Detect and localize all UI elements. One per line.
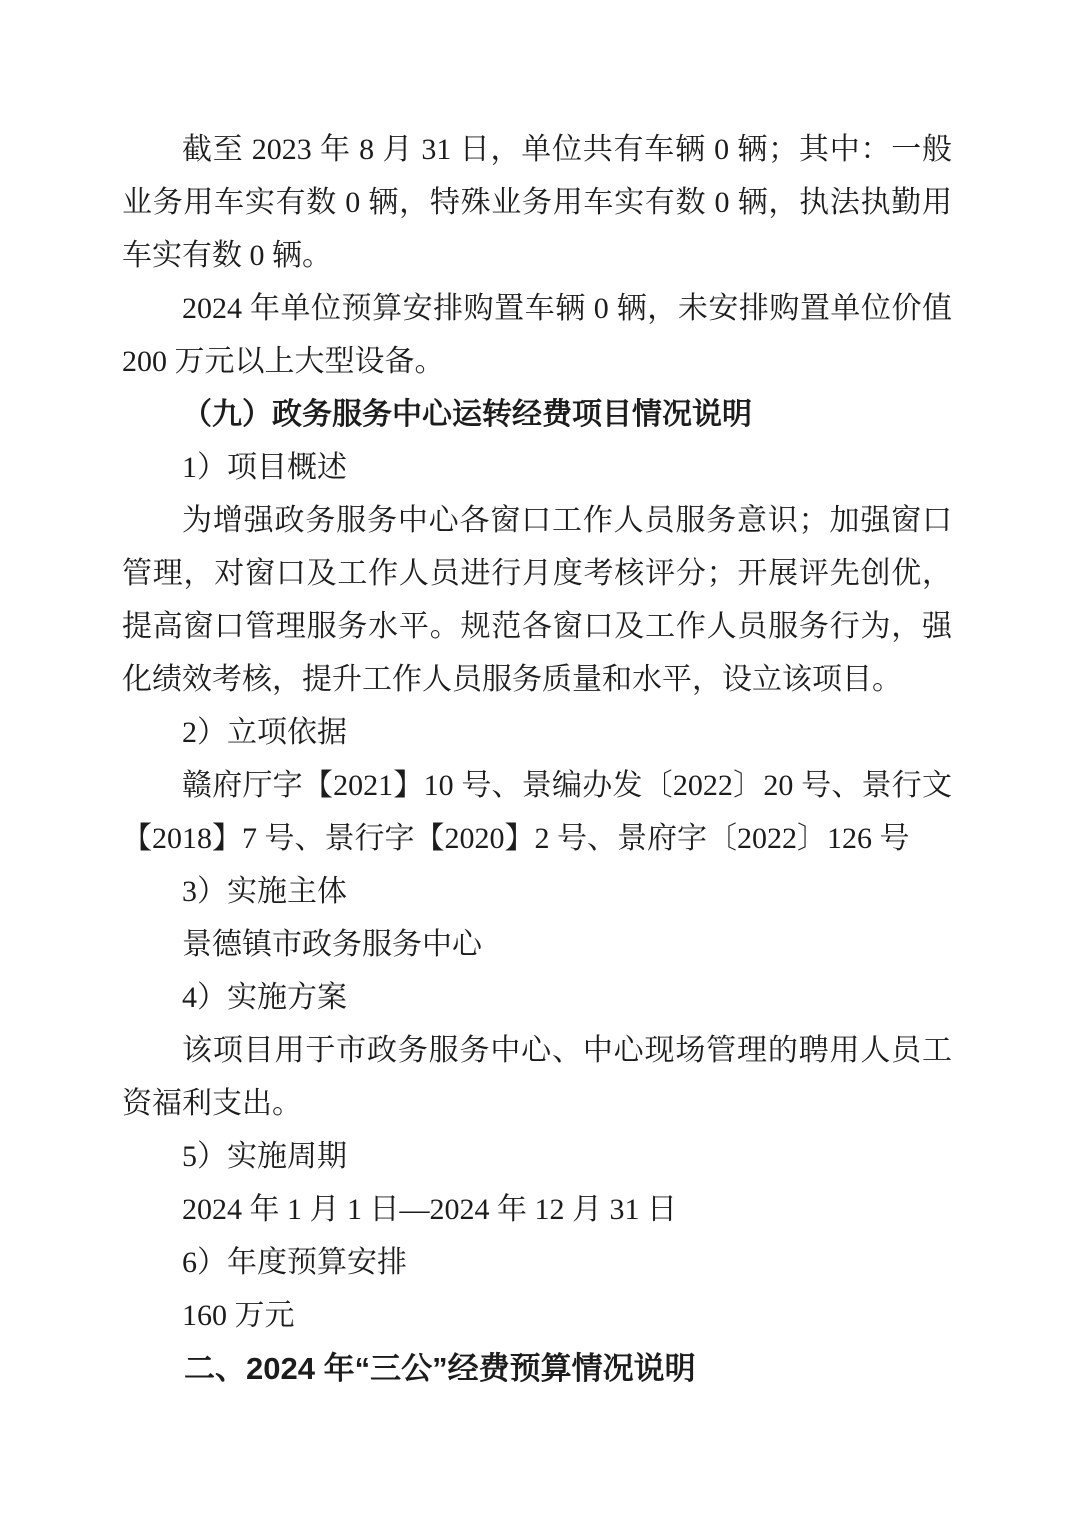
paragraph-item-6-annual-budget-title: 6）年度预算安排 (182, 1246, 407, 1279)
heading-section-9-service-center-operating-funds: （九）政务服务中心运转经费项目情况说明 (182, 398, 752, 431)
paragraph-item-2-approval-basis-title: 2）立项依据 (182, 716, 347, 749)
paragraph-item-3-implementing-entity-title: 3）实施主体 (182, 875, 347, 908)
paragraph-annual-budget-amount: 160 万元 (182, 1299, 295, 1332)
paragraph-item-1-project-overview-title: 1）项目概述 (182, 451, 347, 484)
paragraph-2024-vehicle-purchase: 2024 年单位预算安排购置车辆 0 辆，未安排购置单位价值 200 万元以上大型设备。 (122, 292, 952, 378)
paragraph-implementation-period-dates: 2024 年 1 月 1 日—2024 年 12 月 31 日 (182, 1193, 677, 1226)
paragraph-item-5-implementation-period-title: 5）实施周期 (182, 1140, 347, 1173)
paragraph-project-overview-body: 为增强政务服务中心各窗口工作人员服务意识；加强窗口管理，对窗口及工作人员进行月度考核评分；开展评先创优，提高窗口管理服务水平。规范各窗口及工作人员服务行为，强化绩效考核，提升工作人员服务质量和水平，设立该项目。 (122, 504, 952, 696)
paragraph-item-4-implementation-plan-title: 4）实施方案 (182, 981, 347, 1014)
heading-section-2-three-public-expenses: 二、2024 年“三公”经费预算情况说明 (184, 1351, 696, 1386)
paragraph-vehicle-count-2023: 截至 2023 年 8 月 31 日，单位共有车辆 0 辆；其中：一般业务用车实有数 0 辆，特殊业务用车实有数 0 辆，执法执勤用车实有数 0 辆。 (122, 133, 952, 272)
paragraph-approval-document-numbers: 赣府厅字【2021】10 号、景编办发〔2022〕20 号、景行文【2018】7 号、景行字【2020】2 号、景府字〔2022〕126 号 (122, 769, 952, 855)
paragraph-implementing-entity-name: 景德镇市政务服务中心 (182, 928, 482, 961)
paragraph-implementation-plan-body: 该项目用于市政务服务中心、中心现场管理的聘用人员工资福利支出。 (122, 1034, 952, 1120)
